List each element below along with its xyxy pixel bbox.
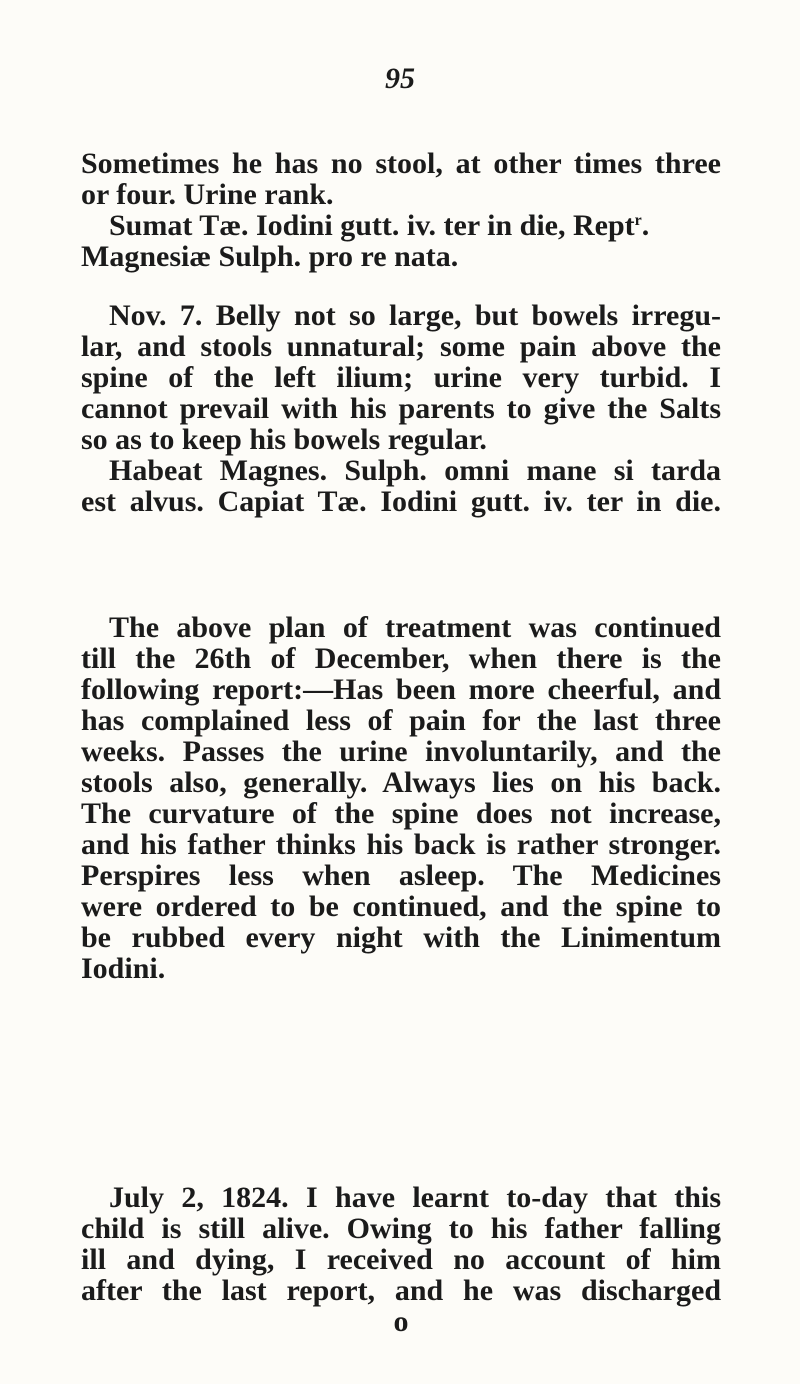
text-line: were ordered to be continued, and the spine to: [81, 890, 721, 923]
text-line: Nov. 7. Belly not so large, but bowels irregu-: [109, 299, 721, 332]
text-line: weeks. Passes the urine involuntarily, and the: [81, 735, 721, 768]
text-line: The above plan of treatment was continued: [109, 611, 721, 644]
text-line: Habeat Magnes. Sulph. omni mane si tarda: [109, 454, 721, 487]
text-line: est alvus. Capiat Tæ. Iodini gutt. iv. ter in die.: [81, 485, 721, 518]
text-line: Iodini.: [81, 952, 166, 985]
text-line: has complained less of pain for the last three: [81, 704, 721, 737]
text-line: after the last report, and he was discharged: [81, 1274, 721, 1307]
text-line: July 2, 1824. I have learnt to-day that this: [109, 1181, 721, 1214]
text-line: lar, and stools unnatural; some pain above the: [81, 330, 721, 363]
text-line: be rubbed every night with the Linimentum: [81, 921, 721, 954]
text-line: spine of the left ilium; urine very turbid. I: [81, 361, 721, 394]
text-line: following report:—Has been more cheerful, and: [81, 673, 721, 706]
text-line: so as to keep his bowels regular.: [81, 423, 487, 456]
paragraph-3: [81, 612, 721, 984]
text-line: cannot prevail with his parents to give the Salts: [81, 392, 721, 425]
text-line: Perspires less when asleep. The Medicines: [81, 859, 721, 892]
text-line: Magnesiæ Sulph. pro re nata.: [81, 240, 459, 273]
prescription-text: Sumat Tæ. Iodini gutt. iv. ter in die, Rept: [109, 209, 635, 242]
text-line: till the 26th of December, when there is the: [81, 642, 721, 675]
text-line: The curvature of the spine does not increase,: [81, 797, 721, 830]
paragraph-4: [81, 1182, 721, 1337]
text-line: stools also, generally. Always lies on his back.: [81, 766, 721, 799]
paragraph-2: [81, 300, 721, 517]
superscript: r: [634, 212, 642, 229]
period: .: [641, 209, 650, 242]
paragraph-1: [81, 148, 721, 272]
signature-mark: o: [393, 1305, 409, 1338]
text-line: [81, 210, 721, 241]
page-number: 95: [385, 62, 415, 95]
text-line: or four. Urine rank.: [81, 178, 334, 211]
text-line: and his father thinks his back is rather stronger.: [81, 828, 721, 861]
text-line: ill and dying, I received no account of him: [81, 1243, 721, 1276]
text-line: Sometimes he has no stool, at other times three: [81, 147, 721, 180]
text-line: child is still alive. Owing to his father falling: [81, 1212, 721, 1245]
